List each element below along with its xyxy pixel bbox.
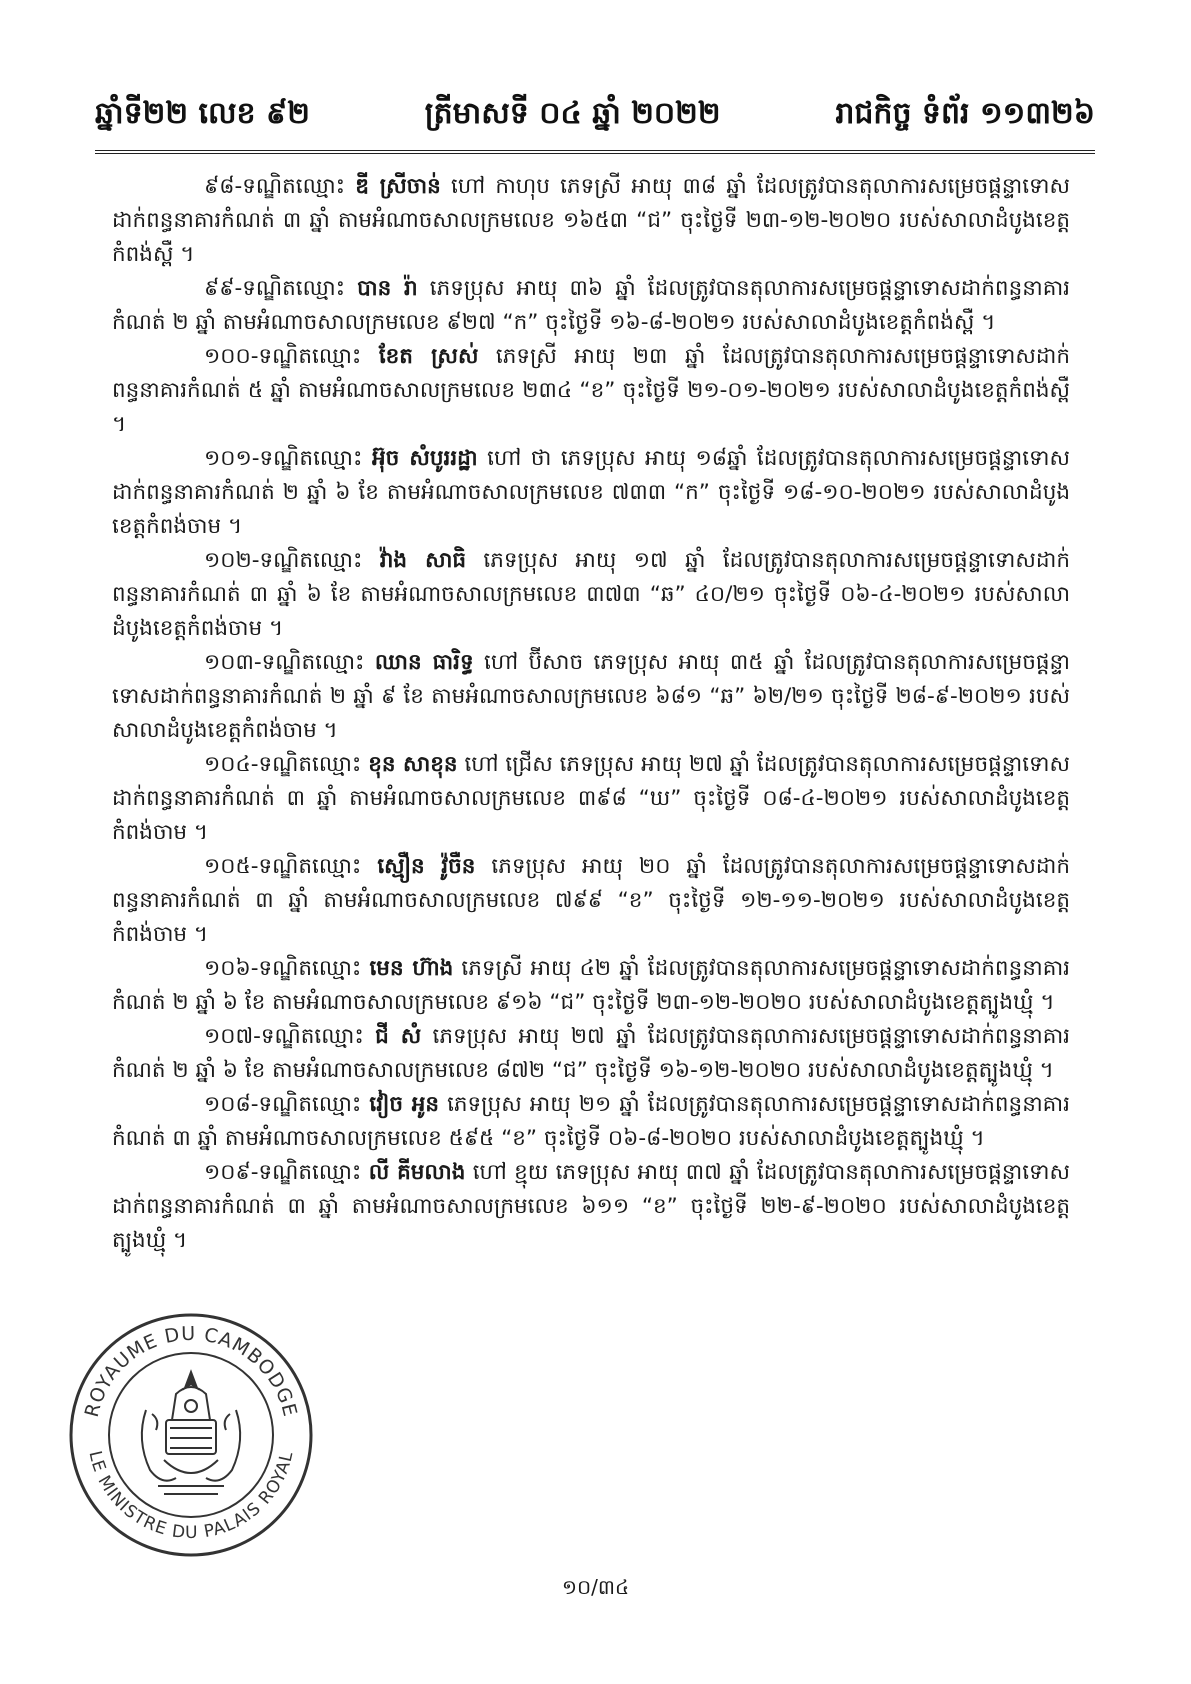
entry-name: ខុន សាខុន xyxy=(368,752,458,777)
entry-name: ឌី ស្រីចាន់ xyxy=(355,174,441,199)
entry-109 xyxy=(112,1156,1070,1258)
entry-prefix: ៩៨-ទណ្ឌិតឈ្មោះ xyxy=(204,174,356,199)
header-rule xyxy=(95,150,1095,154)
entry-details: ភេទប្រុស អាយុ ១៧ ឆ្នាំ ដែលត្រូវបានតុលាការសម្រេចផ្តន្ទាទោសដាក់ពន្ធនាគារកំណត់ ៣ ឆ្នាំ ៦ ខែ តាមអំណាចសាលក្រមលេខ ៣៧៣ “ឆ” ៤០/២១ ចុះថ្ងៃទី ០៦-៤-២០២១ របស់សាលាដំបូងខេត្តកំពង់ចាម ។ xyxy=(112,548,1070,641)
entry-prefix: ១០០-ទណ្ឌិតឈ្មោះ xyxy=(204,344,379,369)
page-number: ១០/៣៤ xyxy=(561,1575,630,1599)
entry-name: បាន រ៉ា xyxy=(357,276,418,301)
entry-name: វ៉ាង សាធិ xyxy=(379,548,467,573)
entry-details: ភេទប្រុស អាយុ ២០ ឆ្នាំ ដែលត្រូវបានតុលាការសម្រេចផ្តន្ទាទោសដាក់ពន្ធនាគារកំណត់ ៣ ឆ្នាំ តាមអំណាចសាលក្រមលេខ ៧៩៩ “ខ” ចុះថ្ងៃទី ១២-១១-២០២១ របស់សាលាដំបូងខេត្តកំពង់ចាម ។ xyxy=(112,854,1070,947)
entry-107 xyxy=(112,1020,1070,1088)
gazette-header xyxy=(95,92,1095,138)
entry-name: ស្មឿន វ៉ូចឺន xyxy=(377,854,476,879)
entry-108 xyxy=(112,1088,1070,1156)
entry-details: ភេទស្រី អាយុ ២៣ ឆ្នាំ ដែលត្រូវបានតុលាការសម្រេចផ្តន្ទាទោសដាក់ពន្ធនាគារកំណត់ ៥ ឆ្នាំ តាមអំណាចសាលក្រមលេខ ២៣៤ “ខ” ចុះថ្ងៃទី ២១-០១-២០២១ របស់សាលាដំបូងខេត្តកំពង់ស្ពឺ ។ xyxy=(112,344,1070,437)
entry-100 xyxy=(112,340,1070,442)
entry-details: ភេទប្រុស អាយុ ២៧ ឆ្នាំ ដែលត្រូវបានតុលាការសម្រេចផ្តន្ទាទោសដាក់ពន្ធនាគារកំណត់ ២ ឆ្នាំ ៦ ខែ តាមអំណាចសាលក្រមលេខ ៨៧២ “ជ” ចុះថ្ងៃទី ១៦-១២-២០២០ របស់សាលាដំបូងខេត្តត្បូងឃ្មុំ ។ xyxy=(112,1024,1070,1083)
entry-prefix: ១០៧-ទណ្ឌិតឈ្មោះ xyxy=(204,1024,376,1049)
entry-name: ជី សំ xyxy=(375,1024,422,1049)
seal-text-bottom: LE MINISTRE DU PALAIS ROYAL xyxy=(84,1449,298,1544)
entry-details: ហៅ កាហុប ភេទស្រី អាយុ ៣៨ ឆ្នាំ ដែលត្រូវបានតុលាការសម្រេចផ្តន្ទាទោសដាក់ពន្ធនាគារកំណត់ ៣ ឆ្នាំ តាមអំណាចសាលក្រមលេខ ១៦៥៣ “ជ” ចុះថ្ងៃទី ២៣-១២-២០២០ របស់សាលាដំបូងខេត្តកំពង់ស្ពឺ ។ xyxy=(112,174,1070,267)
entry-99 xyxy=(112,272,1070,340)
entry-prefix: ១០៤-ទណ្ឌិតឈ្មោះ xyxy=(204,752,369,777)
entry-104 xyxy=(112,748,1070,850)
entry-prefix: ១០៥-ទណ្ឌិតឈ្មោះ xyxy=(204,854,378,879)
entry-106 xyxy=(112,952,1070,1020)
entry-prefix: ១០៩-ទណ្ឌិតឈ្មោះ xyxy=(204,1160,369,1185)
entry-102 xyxy=(112,544,1070,646)
entry-details: ហៅ ប៊ីសាច ភេទប្រុស អាយុ ៣៥ ឆ្នាំ ដែលត្រូវបានតុលាការសម្រេចផ្តន្ទាទោសដាក់ពន្ធនាគារកំណត់ ២ ឆ្នាំ ៩ ខែ តាមអំណាចសាលក្រមលេខ ៦៨១ “ឆ” ៦២/២១ ចុះថ្ងៃទី ២៨-៩-២០២១ របស់សាលាដំបូងខេត្តកំពង់ចាម ។ xyxy=(112,650,1070,743)
entry-details: ហៅ ជ្រើស ភេទប្រុស អាយុ ២៧ ឆ្នាំ ដែលត្រូវបានតុលាការសម្រេចផ្តន្ទាទោសដាក់ពន្ធនាគារកំណត់ ៣ ឆ្នាំ តាមអំណាចសាលក្រមលេខ ៣៩៨ “ឃ” ចុះថ្ងៃទី ០៨-៤-២០២១ របស់សាលាដំបូងខេត្តកំពង់ចាម ។ xyxy=(112,752,1070,845)
entry-name: ឈាន ធារិទ្ធ xyxy=(374,650,474,675)
header-page: រាជកិច្ច ទំព័រ ១១៣២៦ xyxy=(835,96,1095,131)
entry-name: អ៊ុច សំបូររដ្ឋា xyxy=(371,446,478,471)
entry-prefix: ១០១-ទណ្ឌិតឈ្មោះ xyxy=(204,446,372,471)
entry-101 xyxy=(112,442,1070,544)
royal-seal-icon xyxy=(66,1310,316,1560)
entry-details: ហៅ ថា ភេទប្រុស អាយុ ១៨ឆ្នាំ ដែលត្រូវបានតុលាការសម្រេចផ្តន្ទាទោសដាក់ពន្ធនាគារកំណត់ ២ ឆ្នាំ ៦ ខែ តាមអំណាចសាលក្រមលេខ ៧៣៣ “ក” ចុះថ្ងៃទី ១៨-១០-២០២១ របស់សាលាដំបូងខេត្តកំពង់ចាម ។ xyxy=(112,446,1070,539)
entry-details: ភេទប្រុស អាយុ ៣៦ ឆ្នាំ ដែលត្រូវបានតុលាការសម្រេចផ្តន្ទាទោសដាក់ពន្ធនាគារកំណត់ ២ ឆ្នាំ តាមអំណាចសាលក្រមលេខ ៩២៧ “ក” ចុះថ្ងៃទី ១៦-៨-២០២១ របស់សាលាដំបូងខេត្តកំពង់ស្ពឺ ។ xyxy=(112,276,1070,335)
entry-name: លី គីមលាង xyxy=(368,1160,466,1185)
entry-prefix: ១០៨-ទណ្ឌិតឈ្មោះ xyxy=(204,1092,370,1117)
entry-prefix: ១០២-ទណ្ឌិតឈ្មោះ xyxy=(204,548,380,573)
seal-text-top: ROYAUME DU CAMBODGE xyxy=(80,1322,302,1420)
entry-103 xyxy=(112,646,1070,748)
entry-name: មេន ហ៊ាង xyxy=(369,956,454,981)
entry-prefix: ១០៦-ទណ្ឌិតឈ្មោះ xyxy=(204,956,370,981)
header-issue: ឆ្នាំទី២២ លេខ ៩២ xyxy=(95,96,310,131)
document-body xyxy=(112,170,1070,1258)
seal-emblem-icon xyxy=(142,1372,240,1494)
entry-prefix: ៩៩-ទណ្ឌិតឈ្មោះ xyxy=(204,276,358,301)
entry-98 xyxy=(112,170,1070,272)
entry-name: ខែត ស្រស់ xyxy=(378,344,479,369)
entry-details: ភេទប្រុស អាយុ ២១ ឆ្នាំ ដែលត្រូវបានតុលាការសម្រេចផ្តន្ទាទោសដាក់ពន្ធនាគារកំណត់ ៣ ឆ្នាំ តាមអំណាចសាលក្រមលេខ ៥៩៥ “ខ” ចុះថ្ងៃទី ០៦-៨-២០២០ របស់សាលាដំបូងខេត្តត្បូងឃ្មុំ ។ xyxy=(112,1092,1070,1151)
entry-name: វៀច អូន xyxy=(369,1092,440,1117)
entry-details: ហៅ ខ្មុយ ភេទប្រុស អាយុ ៣៧ ឆ្នាំ ដែលត្រូវបានតុលាការសម្រេចផ្តន្ទាទោសដាក់ពន្ធនាគារកំណត់ ៣ ឆ្នាំ តាមអំណាចសាលក្រមលេខ ៦១១ “ខ” ចុះថ្ងៃទី ២២-៩-២០២០ របស់សាលាដំបូងខេត្តត្បូងឃ្មុំ ។ xyxy=(112,1160,1070,1253)
entry-prefix: ១០៣-ទណ្ឌិតឈ្មោះ xyxy=(204,650,375,675)
header-quarter: ត្រីមាសទី ០៤ ឆ្នាំ ២០២២ xyxy=(424,96,721,131)
entry-details: ភេទស្រី អាយុ ៤២ ឆ្នាំ ដែលត្រូវបានតុលាការសម្រេចផ្តន្ទាទោសដាក់ពន្ធនាគារកំណត់ ២ ឆ្នាំ ៦ ខែ តាមអំណាចសាលក្រមលេខ ៩១៦ “ជ” ចុះថ្ងៃទី ២៣-១២-២០២០ របស់សាលាដំបូងខេត្តត្បូងឃ្មុំ ។ xyxy=(112,956,1070,1015)
entry-105 xyxy=(112,850,1070,952)
